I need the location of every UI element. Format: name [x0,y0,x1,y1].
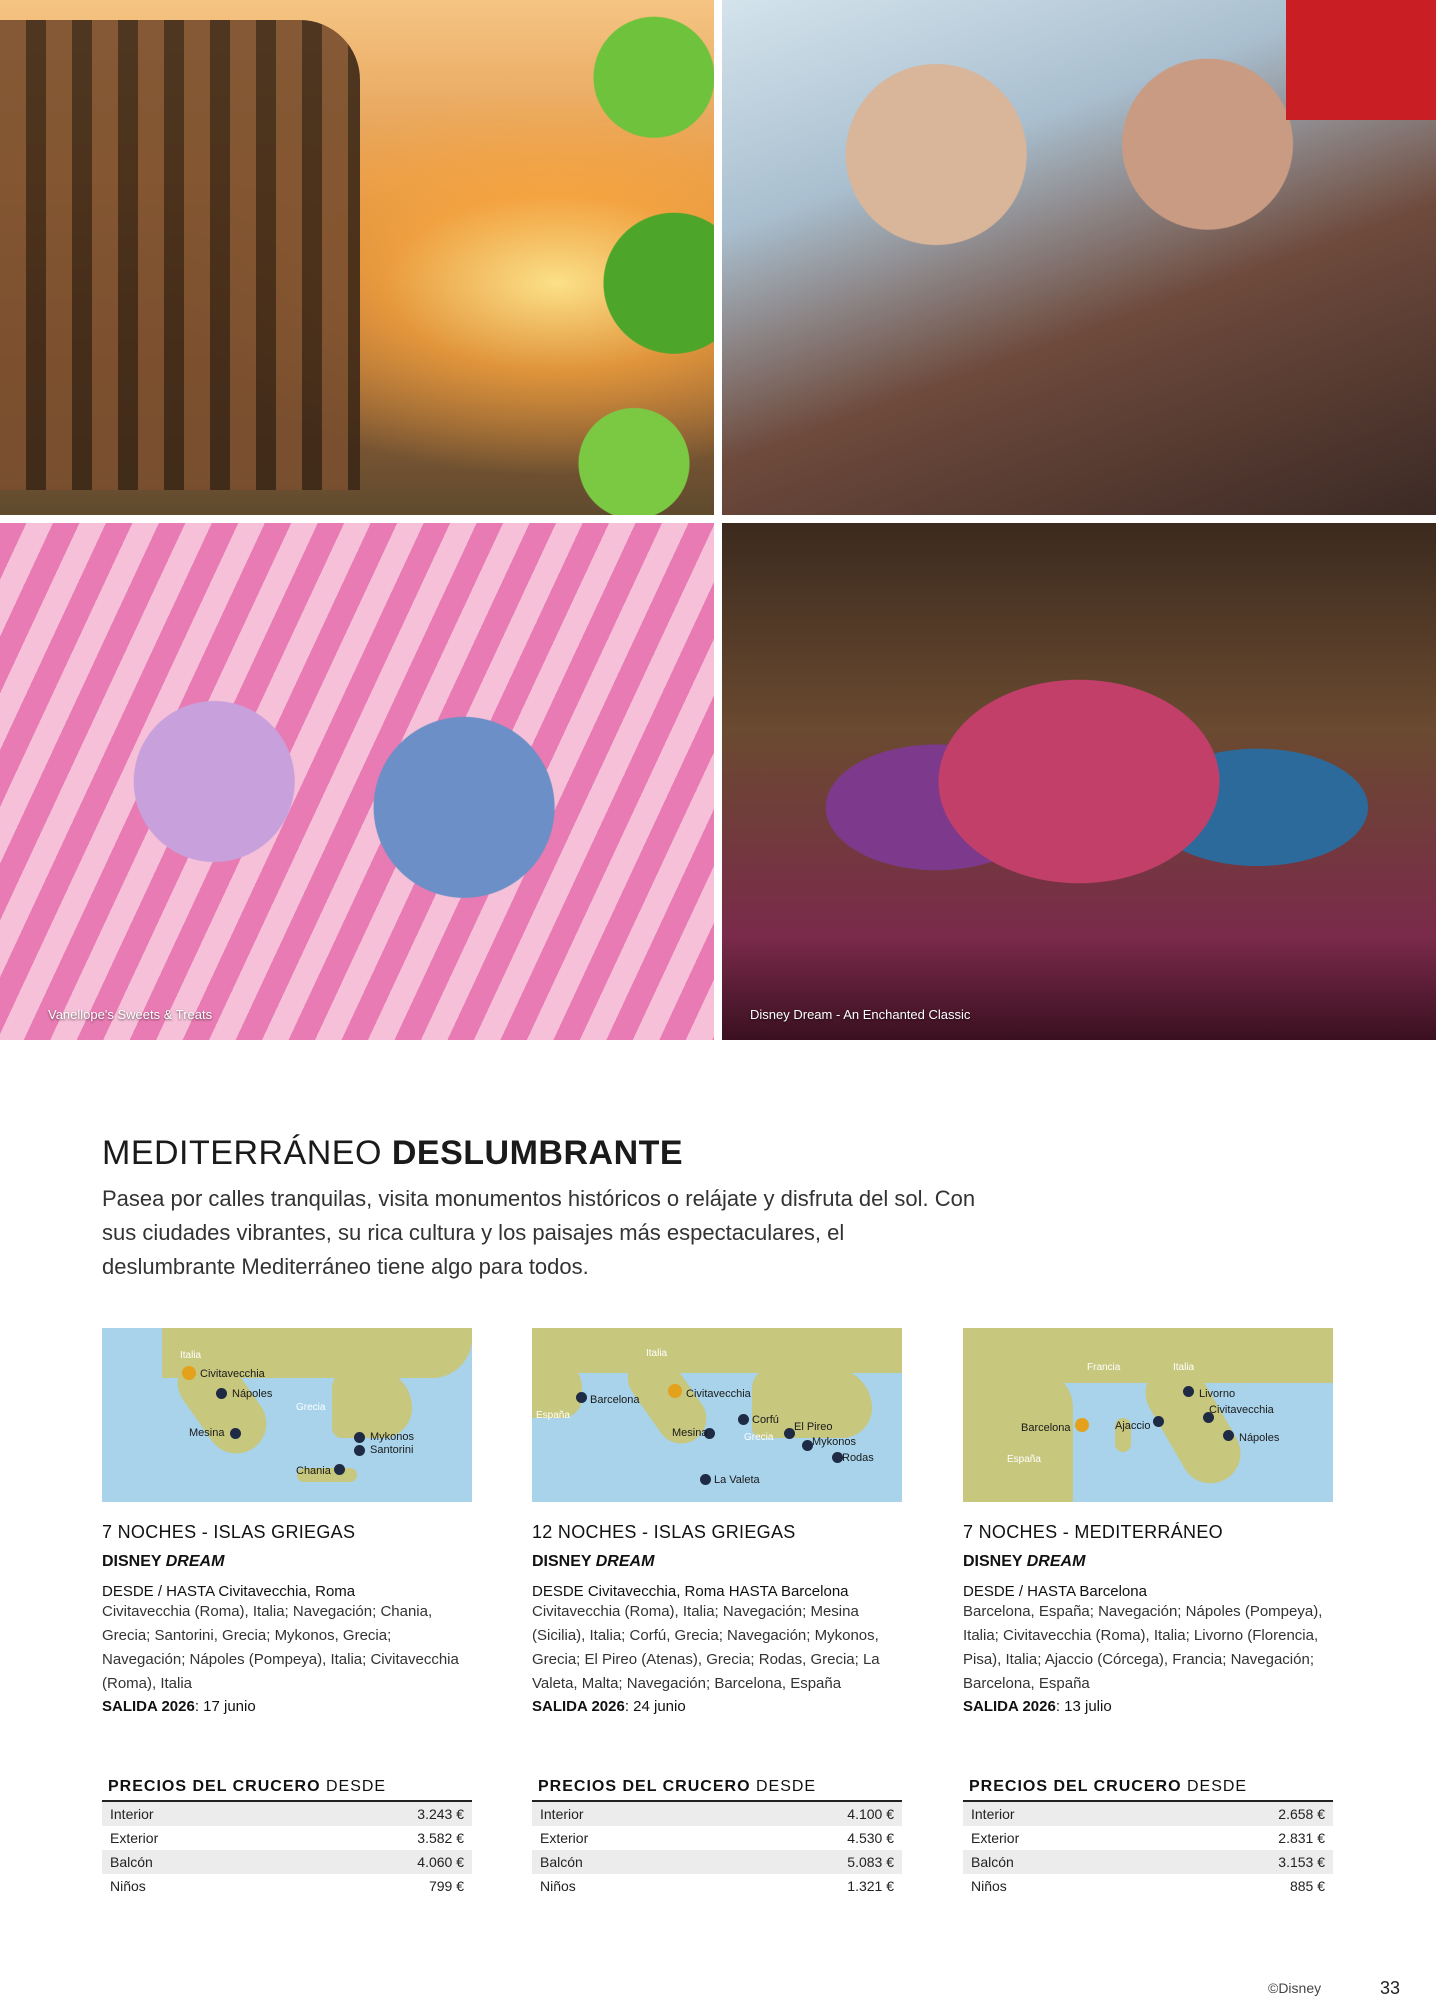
departure [963,1698,1333,1715]
price-table-1 [102,1778,472,1898]
map-port-label: Nápoles [232,1388,273,1400]
price-row [532,1802,902,1826]
departure-label: SALIDA 2026 [963,1698,1056,1715]
departure [102,1698,472,1715]
price-table-header [532,1778,902,1802]
photo-caption: Vanellope's Sweets & Treats [48,1007,213,1022]
price-row [102,1802,472,1826]
price-row [963,1826,1333,1850]
price-row [963,1850,1333,1874]
price-from: DESDE [1181,1778,1248,1795]
price-row [102,1874,472,1898]
price-title: PRECIOS DEL CRUCERO [538,1778,751,1795]
cabin-type: Balcón [110,1854,153,1870]
mickey-start-marker [1075,1418,1089,1432]
route-heading: DESDE / HASTA Barcelona [963,1583,1147,1600]
ship-prefix: DISNEY [963,1553,1027,1570]
mickey-start-marker [668,1384,682,1398]
ship-italic: DREAM [165,1553,225,1570]
cabin-type: Interior [110,1806,154,1822]
price-value: 2.831 € [1278,1830,1325,1846]
cabin-type: Exterior [971,1830,1020,1846]
port-dot [1183,1386,1194,1397]
map-country-label: Grecia [744,1432,774,1443]
price-row [963,1802,1333,1826]
map-port-label: El Pireo [794,1421,833,1433]
ship-name [963,1553,1333,1571]
departure-date: : 13 julio [1055,1698,1112,1715]
cruise-card-2 [532,1328,902,1715]
price-table-header [102,1778,472,1802]
map-port-label: Civitavecchia [200,1368,265,1380]
port-dot [216,1388,227,1399]
cabin-type: Niños [540,1878,576,1894]
map-port-label: Santorini [370,1444,414,1456]
price-value: 3.153 € [1278,1854,1325,1870]
price-row [532,1874,902,1898]
price-value: 885 € [1289,1878,1325,1894]
departure [532,1698,902,1715]
photo-enchanted-classic-show [722,523,1436,1040]
port-dot [230,1428,241,1439]
pirate-flag-shape [1286,0,1436,120]
map-port-label: Chania [296,1465,331,1477]
map-port-label: Ajaccio [1115,1420,1151,1432]
price-title: PRECIOS DEL CRUCERO [108,1778,321,1795]
price-value: 1.321 € [847,1878,894,1894]
colosseum-shape [0,20,360,490]
ship-italic: DREAM [595,1553,655,1570]
price-value: 4.530 € [847,1830,894,1846]
route-description: Civitavecchia (Roma), Italia; Navegación; Mesina (Sicilia), Italia; Corfú, Grecia; Navegación; Mykonos, Grecia; El Pireo (Atenas), Grecia; Rodas, Grecia; La Valeta, Malta; Navegación; Barcelona, España [532,1603,880,1692]
departure-label: SALIDA 2026 [532,1698,625,1715]
photo-vanellope-sweets [0,523,714,1040]
cabin-type: Balcón [540,1854,583,1870]
price-value: 3.243 € [417,1806,464,1822]
map-port-label: Barcelona [590,1394,640,1406]
leaves-shape [514,0,714,515]
price-row [963,1874,1333,1898]
cabin-type: Exterior [110,1830,159,1846]
port-dot [738,1414,749,1425]
price-value: 799 € [428,1878,464,1894]
cruise-card-3 [963,1328,1333,1715]
intro-paragraph: Pasea por calles tranquilas, visita monumentos históricos o relájate y disfruta del sol. Con sus ciudades vibrantes, su rica cultura y los paisajes más espectaculares, el deslumbrante Mediterráneo tiene algo para todos. [102,1186,976,1279]
cabin-type: Niños [971,1878,1007,1894]
map-port-label: Corfú [752,1414,779,1426]
price-row [532,1850,902,1874]
route-heading: DESDE / HASTA Civitavecchia, Roma [102,1583,356,1600]
map-port-label: Mykonos [812,1436,857,1448]
port-dot [700,1474,711,1485]
price-from: DESDE [750,1778,817,1795]
port-dot [576,1392,587,1403]
price-table-2 [532,1778,902,1898]
departure-date: : 17 junio [194,1698,256,1715]
cabin-type: Balcón [971,1854,1014,1870]
departure-date: : 24 junio [624,1698,686,1715]
cruise-title: 7 NOCHES - ISLAS GRIEGAS [102,1522,356,1542]
port-dot [334,1464,345,1475]
price-row [102,1850,472,1874]
price-from: DESDE [320,1778,387,1795]
price-value: 2.658 € [1278,1806,1325,1822]
price-table-3 [963,1778,1333,1898]
ship-prefix: DISNEY [102,1553,166,1570]
cabin-type: Interior [540,1806,584,1822]
ship-name [532,1553,902,1571]
price-row [532,1826,902,1850]
cruise-card-1 [102,1328,472,1715]
route-description: Barcelona, España; Navegación; Nápoles (Pompeya), Italia; Civitavecchia (Roma), Italia; Livorno (Florencia, Pisa), Italia; Ajaccio (Córcega), Francia; Navegación; Barcelona, España [963,1603,1323,1692]
section-heading [102,1134,683,1173]
price-title: PRECIOS DEL CRUCERO [969,1778,1182,1795]
cruise-title: 12 NOCHES - ISLAS GRIEGAS [532,1522,796,1542]
mickey-start-marker [182,1366,196,1380]
map-country-label: Francia [1087,1362,1121,1373]
map-port-label: Civitavecchia [686,1388,751,1400]
map-country-label: Italia [646,1348,668,1359]
price-value: 5.083 € [847,1854,894,1870]
port-dot [1153,1416,1164,1427]
cabin-type: Interior [971,1806,1015,1822]
map-country-label: Italia [1173,1362,1195,1373]
port-dot [1223,1430,1234,1441]
ship-name [102,1553,472,1571]
port-dot [354,1432,365,1443]
map-country-label: Grecia [296,1402,326,1413]
photo-pirate-boy-mother [722,0,1436,515]
cruise-title: 7 NOCHES - MEDITERRÁNEO [963,1522,1223,1542]
map-port-label: Mesina [189,1427,225,1439]
route-map [963,1328,1333,1502]
copyright: ©Disney [1268,1980,1322,1996]
map-port-label: Civitavecchia [1209,1404,1274,1416]
map-port-label: Mesina [672,1427,708,1439]
map-port-label: Livorno [1199,1388,1236,1400]
heading-bold: DESLUMBRANTE [391,1134,684,1172]
price-value: 3.582 € [417,1830,464,1846]
map-port-label: Barcelona [1021,1422,1071,1434]
map-port-label: Mykonos [370,1431,415,1443]
map-country-label: Italia [180,1350,202,1361]
cabin-type: Exterior [540,1830,589,1846]
port-dot [354,1445,365,1456]
price-table-header [963,1778,1333,1802]
route-map [102,1328,472,1502]
photo-caption: Disney Dream - An Enchanted Classic [750,1007,971,1022]
heading-light: MEDITERRÁNEO [102,1134,392,1172]
price-value: 4.100 € [847,1806,894,1822]
route-map [532,1328,902,1502]
ship-prefix: DISNEY [532,1553,596,1570]
price-row [102,1826,472,1850]
page-number: 33 [1380,1978,1401,1998]
cabin-type: Niños [110,1878,146,1894]
map-country-label: España [536,1410,570,1421]
map-port-label: La Valeta [714,1474,760,1486]
map-country-label: España [1007,1454,1041,1465]
price-value: 4.060 € [417,1854,464,1870]
route-heading: DESDE Civitavecchia, Roma HASTA Barcelona [532,1583,849,1600]
route-description: Civitavecchia (Roma), Italia; Navegación; Chania, Grecia; Santorini, Grecia; Mykonos, Grecia; Navegación; Nápoles (Pompeya), Italia; Civitavecchia (Roma), Italia [102,1603,459,1692]
departure-label: SALIDA 2026 [102,1698,195,1715]
photo-colosseum-rome [0,0,714,515]
map-port-label: Rodas [842,1452,874,1464]
map-port-label: Nápoles [1239,1432,1280,1444]
ship-italic: DREAM [1026,1553,1086,1570]
